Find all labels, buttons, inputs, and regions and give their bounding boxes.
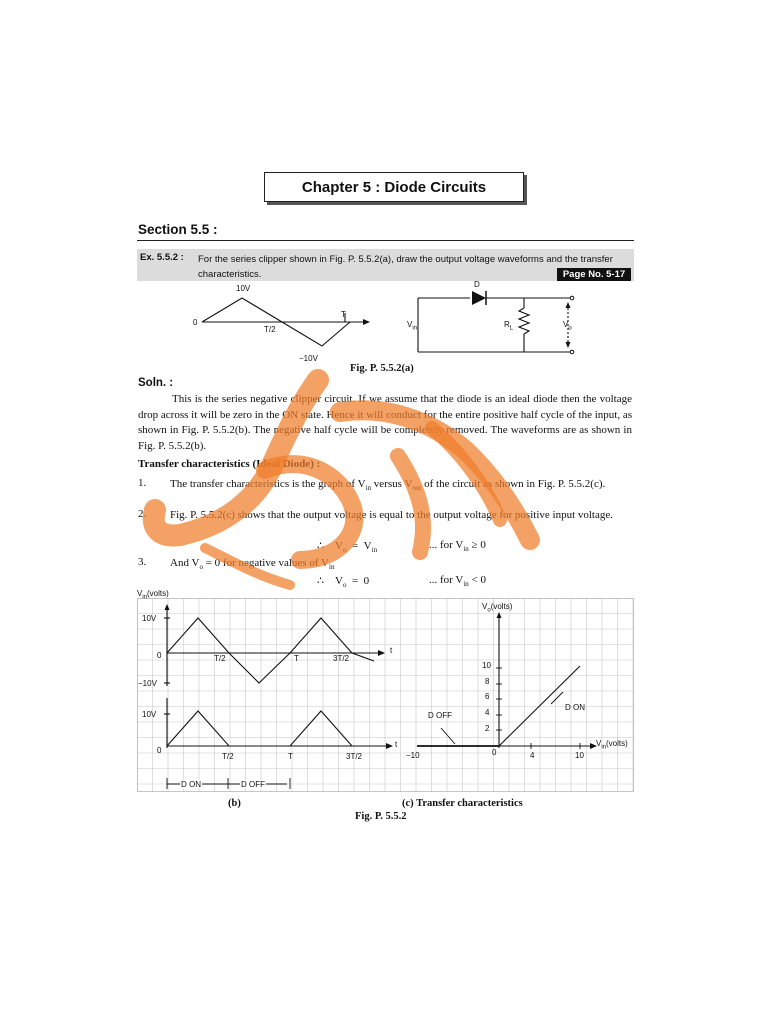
doff-pointer <box>441 728 455 744</box>
wave-trough-label: −10V <box>299 354 318 363</box>
solution-heading: Soln. : <box>138 377 174 389</box>
y-tick-6: 6 <box>485 692 490 701</box>
vin-period-label: T <box>294 654 299 663</box>
diode-symbol <box>472 291 486 305</box>
vin-half-period-label: T/2 <box>214 654 226 663</box>
page-number-badge: Page No. 5-17 <box>557 268 631 281</box>
vo-arrow-down <box>566 342 571 348</box>
item-3-number: 3. <box>138 556 147 568</box>
fig-a-caption: Fig. P. 5.5.2(a) <box>350 363 414 374</box>
input-wave-b <box>167 618 374 683</box>
vout-period-label: T <box>288 752 293 761</box>
don-label: D ON <box>181 780 201 789</box>
wave-zero-label: 0 <box>193 318 198 327</box>
y-tick-8: 8 <box>485 677 490 686</box>
vin-10v-label: 10V <box>142 614 157 623</box>
output-wave-b <box>167 711 377 746</box>
don-pointer <box>551 692 563 704</box>
doff-label: D OFF <box>241 780 265 789</box>
y-tick-4: 4 <box>485 708 490 717</box>
exercise-text: For the series clipper shown in Fig. P. 5.5.2(a), draw the output voltage waveforms and the transfer characteristics. <box>198 254 613 280</box>
vin-t-axis-label: t <box>390 646 393 655</box>
vin-axis-arrow <box>165 604 170 610</box>
vo-axis-label: $V_o(volts)$ <box>482 602 513 614</box>
x-tick-4: 4 <box>530 751 535 760</box>
vin-axis-label: $V_{in}(volts)$ <box>137 589 169 601</box>
vout-half-period-label: T/2 <box>222 752 234 761</box>
figure-border <box>138 599 634 792</box>
section-divider <box>137 240 634 241</box>
series-clipper-circuit <box>400 282 590 362</box>
figure-caption: Fig. P. 5.5.2 <box>355 811 407 822</box>
vout-time-arrow <box>386 743 393 749</box>
x-tick-0: 0 <box>492 748 497 757</box>
time-axis-arrow <box>363 319 370 325</box>
chapter-title: Chapter 5 : Diode Circuits <box>264 172 524 202</box>
transfer-characteristics-heading: Transfer characteristics (Ideal Diode) : <box>138 458 321 470</box>
exercise-label: Ex. 5.5.2 : <box>140 252 184 263</box>
item-3-text: And $V_o = 0$ for negative values of $V_{in}$ <box>170 557 335 572</box>
solution-paragraph: This is the series negative clipper circuit. If we assume that the diode is an ideal diode then the voltage drop across it will be zero in the ON state. Hence it will conduct for the entire positive half cycle of the input, as shown in Fig. P. 5.5.2(b). The negative half cycle will be completely removed. The waveforms are as shown in Fig. P. 5.5.2(b). <box>138 393 632 452</box>
section-title: Section 5.5 : <box>138 222 218 237</box>
item-2-number: 2. <box>138 508 147 520</box>
vout-three-half-period-label: 3T/2 <box>346 752 363 761</box>
x-tick-neg10: −10 <box>406 751 420 760</box>
rl-label: $R_L$ <box>504 320 514 332</box>
vout-10v-label: 10V <box>142 710 157 719</box>
load-resistor <box>519 308 529 334</box>
doff-curve-label: D OFF <box>428 711 452 720</box>
input-waveform-figure <box>190 282 390 364</box>
vout-zero-label: 0 <box>157 746 162 755</box>
wave-period-label: T <box>341 310 346 319</box>
equation-1: ∴ $V_o = V_{in}$ ... for $V_{in} \ge 0$ <box>317 539 486 555</box>
fig-c-caption: (c) Transfer characteristics <box>402 798 523 809</box>
vin-three-half-period-label: 3T/2 <box>333 654 350 663</box>
diode-label: D <box>474 280 480 289</box>
item-1-text: The transfer characteristics is the graph of $V_{in}$ versus $V_{out}$ of the circuit as shown in Fig. P. 5.5.2(c). <box>170 478 606 493</box>
item-2-text: Fig. P. 5.5.2(c) shows that the output voltage is equal to the output voltage for positive input voltage. <box>170 509 613 521</box>
y-tick-2: 2 <box>485 724 490 733</box>
wave-half-period-label: T/2 <box>264 325 276 334</box>
vo-label: $V_o$ <box>563 320 572 332</box>
waveform-and-transfer-figure <box>137 598 634 792</box>
output-terminal-bottom <box>570 350 574 354</box>
item-1-number: 1. <box>138 477 147 489</box>
y-tick-10: 10 <box>482 661 491 670</box>
x-tick-10: 10 <box>575 751 584 760</box>
wave-peak-label: 10V <box>236 284 251 293</box>
don-curve-label: D ON <box>565 703 585 712</box>
vin-axis-c-label: $V_{in}(volts)$ <box>596 739 628 751</box>
vin-zero-label: 0 <box>157 651 162 660</box>
vin-neg10v-label: −10V <box>138 679 157 688</box>
fig-b-caption: (b) <box>228 798 241 809</box>
equation-2: ∴ $V_o = 0$ ... for $V_{in} < 0$ <box>317 574 486 590</box>
vin-label: $V_{in}$ <box>407 320 418 332</box>
vout-t-axis-label: t <box>395 740 398 749</box>
vo-arrow-up <box>566 302 571 308</box>
output-terminal-top <box>570 296 574 300</box>
vin-time-arrow <box>378 650 385 656</box>
